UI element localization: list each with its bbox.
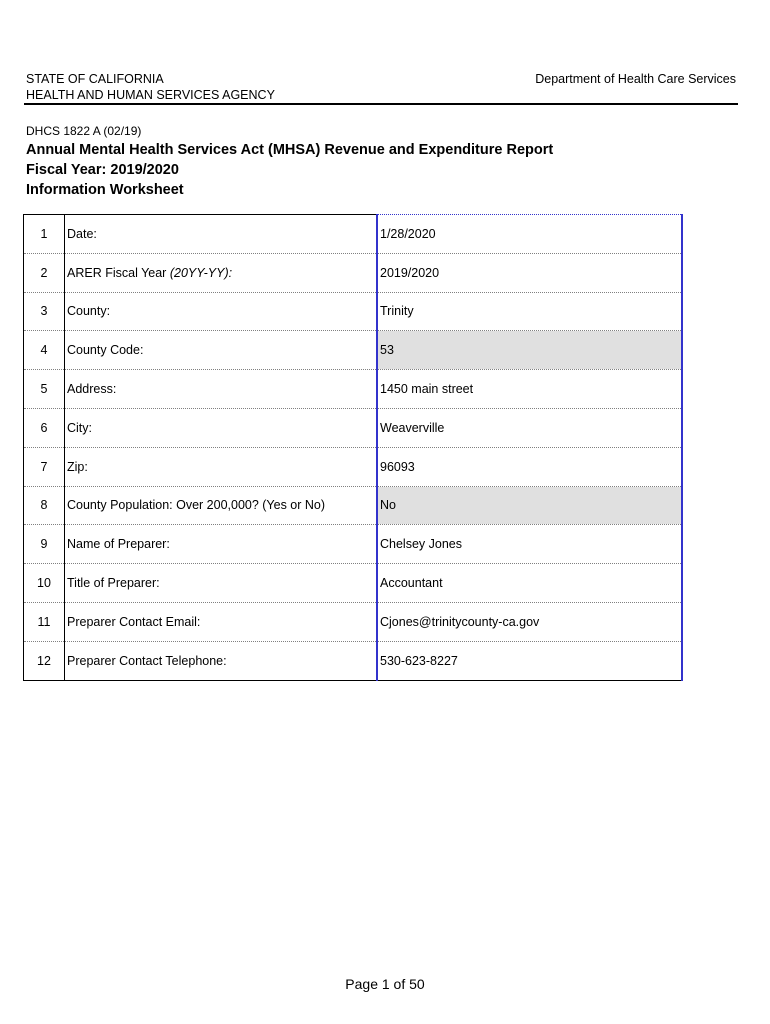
field-value[interactable]: 530-623-8227 bbox=[377, 641, 682, 680]
field-label-text: Zip: bbox=[67, 459, 88, 474]
table-row bbox=[24, 215, 683, 254]
field-label bbox=[65, 525, 378, 564]
report-title-line: Annual Mental Health Services Act (MHSA) Revenue and Expenditure Report bbox=[26, 142, 554, 158]
field-value[interactable]: 2019/2020 bbox=[377, 253, 682, 292]
field-value[interactable]: 1/28/2020 bbox=[377, 215, 682, 254]
field-label-text: Address: bbox=[67, 382, 117, 397]
field-label bbox=[65, 331, 378, 370]
row-number: 11 bbox=[24, 602, 65, 641]
field-value[interactable]: No bbox=[377, 486, 682, 525]
field-value[interactable]: 53 bbox=[377, 331, 682, 370]
field-value[interactable]: 1450 main street bbox=[377, 370, 682, 409]
table-row bbox=[24, 447, 683, 486]
report-title bbox=[26, 140, 553, 200]
field-label bbox=[65, 408, 378, 447]
field-label bbox=[65, 602, 378, 641]
row-number: 8 bbox=[24, 486, 65, 525]
table-row bbox=[24, 292, 683, 331]
field-label bbox=[65, 253, 378, 292]
field-label-note: (20YY-YY): bbox=[169, 265, 233, 280]
row-number: 7 bbox=[24, 447, 65, 486]
header-divider bbox=[24, 103, 738, 105]
information-worksheet-table bbox=[23, 214, 683, 681]
agency-header bbox=[26, 71, 275, 103]
field-value[interactable]: 96093 bbox=[377, 447, 682, 486]
field-label-text: Title of Preparer: bbox=[67, 576, 160, 591]
table-row bbox=[24, 253, 683, 292]
department-name: Department of Health Care Services bbox=[535, 72, 736, 86]
row-number: 4 bbox=[24, 331, 65, 370]
table-row bbox=[24, 641, 683, 680]
table-row bbox=[24, 486, 683, 525]
field-value[interactable]: Accountant bbox=[377, 564, 682, 603]
table-row bbox=[24, 370, 683, 409]
field-label bbox=[65, 447, 378, 486]
table-row bbox=[24, 602, 683, 641]
field-label-text: ARER Fiscal Year bbox=[67, 265, 170, 280]
field-value[interactable]: Chelsey Jones bbox=[377, 525, 682, 564]
table-row bbox=[24, 525, 683, 564]
field-label-text: Date: bbox=[67, 226, 97, 241]
row-number: 10 bbox=[24, 564, 65, 603]
field-label bbox=[65, 486, 378, 525]
table-row bbox=[24, 564, 683, 603]
field-label-text: City: bbox=[67, 420, 92, 435]
field-label bbox=[65, 292, 378, 331]
row-number: 5 bbox=[24, 370, 65, 409]
field-value[interactable]: Weaverville bbox=[377, 408, 682, 447]
field-label-text: Preparer Contact Telephone: bbox=[67, 653, 227, 668]
fiscal-year-title: Fiscal Year: 2019/2020 bbox=[26, 162, 179, 178]
table-row bbox=[24, 408, 683, 447]
field-label-text: County: bbox=[67, 304, 111, 319]
row-number: 3 bbox=[24, 292, 65, 331]
row-number: 6 bbox=[24, 408, 65, 447]
field-label-text: County Code: bbox=[67, 343, 144, 358]
form-number: DHCS 1822 A (02/19) bbox=[26, 124, 142, 138]
table-row bbox=[24, 331, 683, 370]
field-value[interactable]: Cjones@trinitycounty-ca.gov bbox=[377, 602, 682, 641]
row-number: 2 bbox=[24, 253, 65, 292]
worksheet-title: Information Worksheet bbox=[26, 182, 184, 198]
state-name: STATE OF CALIFORNIA bbox=[26, 72, 164, 86]
field-label-text: Preparer Contact Email: bbox=[67, 614, 201, 629]
row-number: 9 bbox=[24, 525, 65, 564]
field-label bbox=[65, 564, 378, 603]
field-label-text: County Population: Over 200,000? (Yes or No) bbox=[67, 498, 326, 513]
row-number: 12 bbox=[24, 641, 65, 680]
field-value[interactable]: Trinity bbox=[377, 292, 682, 331]
field-label bbox=[65, 370, 378, 409]
row-number: 1 bbox=[24, 215, 65, 254]
field-label-text: Name of Preparer: bbox=[67, 537, 170, 552]
field-label bbox=[65, 641, 378, 680]
page-indicator: Page 1 of 50 bbox=[345, 976, 425, 992]
field-label bbox=[65, 215, 378, 254]
agency-name: HEALTH AND HUMAN SERVICES AGENCY bbox=[26, 88, 275, 102]
